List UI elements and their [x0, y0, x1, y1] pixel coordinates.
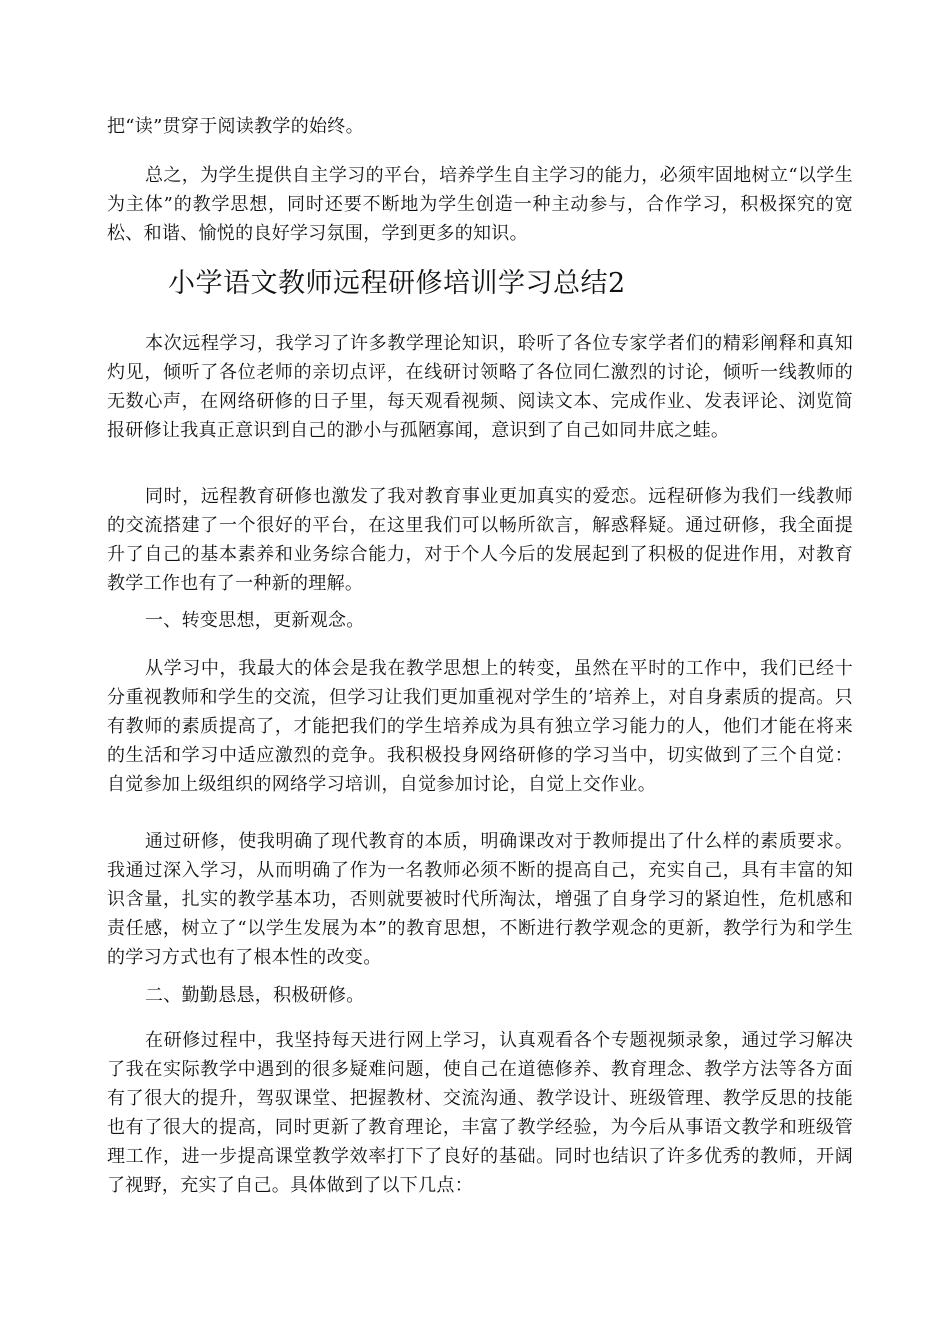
paragraph-summary: 总之，为学生提供自主学习的平台，培养学生自主学习的能力，必须牢固地树立“以学生为主体”的教学思想，同时还要不断地为学生创造一种主动参与，合作学习，积极探究的宽松、和谐、愉悦的良好学习氛围，学到更多的知识。	[107, 165, 853, 244]
paragraph-5: 在研修过程中，我坚持每天进行网上学习，认真观看各个专题视频录象，通过学习解决了我在实际教学中遇到的很多疑难问题，使自己在道德修养、教育理念、教学方法等各方面有了很大的提升，驾驭课堂、把握教材、交流沟通、教学设计、班级管理、教学反思的技能也有了很大的提高，同时更新了教育理论，丰富了教学经验，为今后从事语文教学和班级管理工作，进一步提高课堂教学效率打下了良好的基础。同时也结识了许多优秀的教师，开阔了视野，充实了自己。具体做到了以下几点：	[107, 1030, 853, 1196]
section-heading-1: 一、转变思想，更新观念。	[145, 610, 365, 631]
section-heading-2: 二、勤勤恳恳，积极研修。	[145, 985, 365, 1006]
document-title: 小学语文教师远程研修培训学习总结2	[168, 268, 626, 299]
paragraph-1: 本次远程学习，我学习了许多教学理论知识，聆听了各位专家学者们的精彩阐释和真知灼见，倾听了各位老师的亲切点评，在线研讨领略了各位同仁激烈的讨论，倾听一线教师的无数心声，在网络研修的日子里，每天观看视频、阅读文本、完成作业、发表评论、浏览简报研修让我真正意识到自己的渺小与孤陋寡闻，意识到了自己如同井底之蛙。	[107, 333, 853, 441]
paragraph-3: 从学习中，我最大的体会是我在教学思想上的转变，虽然在平时的工作中，我们已经十分重视教师和学生的交流，但学习让我们更加重视对学生的’培养上，对自身素质的提高。只有教师的素质提高了，才能把我们的学生培养成为具有独立学习能力的人，他们才能在将来的生活和学习中适应激烈的竞争。我积极投身网络研修的学习当中，切实做到了三个自觉：自觉参加上级组织的网络学习培训，自觉参加讨论，自觉上交作业。	[107, 658, 853, 795]
paragraph-4: 通过研修，使我明确了现代教育的本质，明确课改对于教师提出了什么样的素质要求。我通过深入学习，从而明确了作为一名教师必须不断的提高自己，充实自己，具有丰富的知识含量，扎实的教学基本功，否则就要被时代所淘汰，增强了自身学习的紧迫性，危机感和责任感，树立了“以学生发展为本”的教育思想，不断进行教学观念的更新，教学行为和学生的学习方式也有了根本性的改变。	[107, 831, 853, 968]
paragraph-2: 同时，远程教育研修也激发了我对教育事业更加真实的爱恋。远程研修为我们一线教师的交流搭建了一个很好的平台，在这里我们可以畅所欲言，解惑释疑。通过研修，我全面提升了自己的基本素养和业务综合能力，对于个人今后的发展起到了积极的促进作用，对教育教学工作也有了一种新的理解。	[107, 486, 853, 594]
paragraph-continuation: 把“读”贯穿于阅读教学的始终。	[107, 116, 364, 137]
